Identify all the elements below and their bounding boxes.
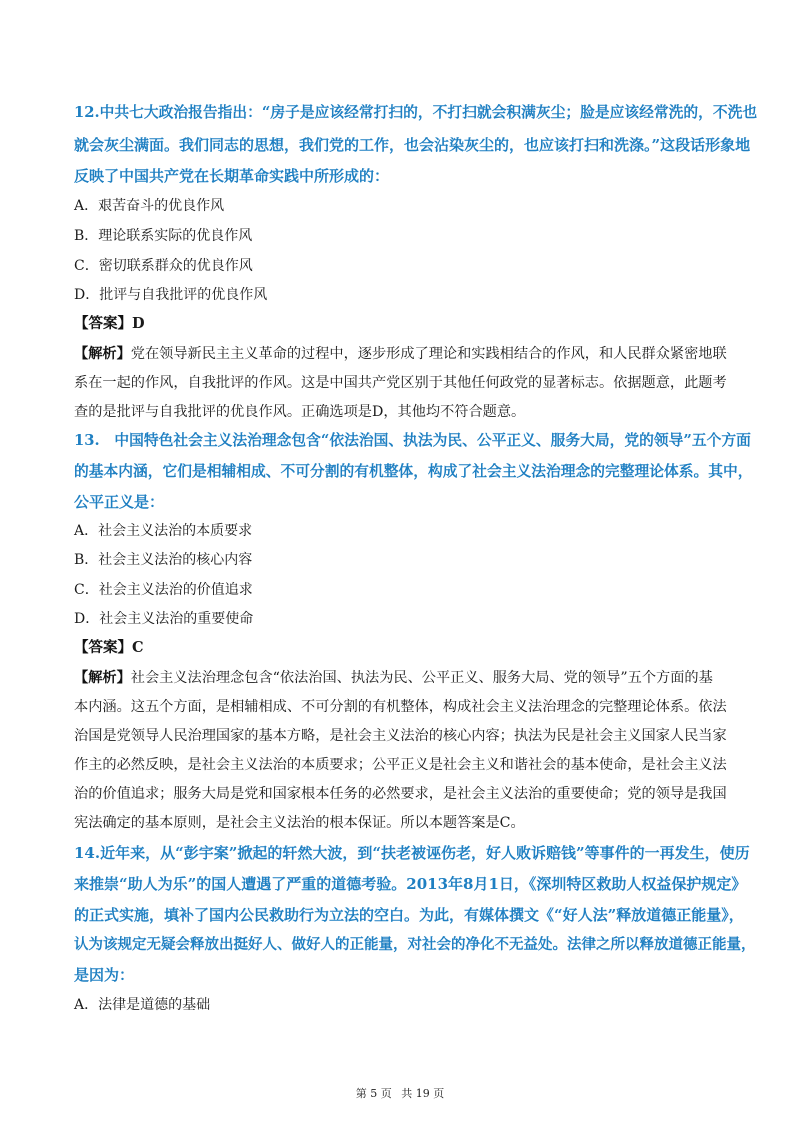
q12-stem-line-3: 反映了中国共产党在长期革命实践中所形成的：	[74, 167, 390, 185]
q12-answer	[74, 314, 145, 334]
page-number: 第 5 页	[355, 1087, 392, 1100]
q14-stem-line-2: 来推崇“助人为乐”的国人遭遇了严重的道德考验。2013年8月1日，《深圳特区救助人权益保护规定》	[74, 875, 747, 893]
q13-stem-line-1: 13. 中国特色社会主义法治理念包含“依法治国、执法为民、公平正义、服务大局，党的领导”五个方面	[74, 432, 751, 449]
analysis-text: 社会主义法治理念包含“依法治国、执法为民、公平正义、服务大局、党的领导”五个方面的基	[130, 670, 713, 686]
analysis-label: 【解析】	[74, 670, 131, 686]
analysis-text: 党在领导新民主主义革命的过程中，逐步形成了理论和实践相结合的作风，和人民群众紧密地联	[130, 346, 727, 362]
q12-stem-line-2: 就会灰尘满面。我们同志的思想，我们党的工作，也会沾染灰尘的，也应该打扫和洗涤。”这段话形象地	[74, 136, 751, 154]
q12-analysis-line-2: 系在一起的作风，自我批评的作风。这是中国共产党区别于其他任何政党的显著标志。依据题意，此题考	[74, 375, 727, 391]
page-footer	[0, 1085, 800, 1101]
q12-option-d: D．批评与自我批评的优良作风	[74, 287, 268, 303]
q13-stem-line-2: 的基本内涵，它们是相辅相成、不可分割的有机整体，构成了社会主义法治理念的完整理论体系。其中，	[74, 463, 753, 480]
q14-stem-line-4: 认为该规定无疑会释放出挺好人、做好人的正能量，对社会的净化不无益处。法律之所以释放道德正能量，	[74, 936, 756, 953]
q14-option-a: A．法律是道德的基础	[74, 997, 211, 1013]
q12-option-b: B．理论联系实际的优良作风	[74, 228, 253, 244]
q13-analysis-line-6: 宪法确定的基本原则，是社会主义法治的根本保证。所以本题答案是C。	[74, 815, 525, 831]
q13-analysis-line-3: 治国是党领导人民治理国家的基本方略，是社会主义法治的核心内容；执法为民是社会主义国家人民当家	[74, 728, 727, 744]
q13-analysis-line-2: 本内涵。这五个方面，是相辅相成、不可分割的有机整体，构成社会主义法治理念的完整理论体系。依法	[74, 699, 727, 715]
q12-option-c: C．密切联系群众的优良作风	[74, 258, 253, 274]
answer-value: D	[132, 315, 145, 332]
q13-option-c: C．社会主义法治的价值追求	[74, 582, 253, 598]
q12-analysis-line-3: 查的是批评与自我批评的优良作风。正确选项是D，其他均不符合题意。	[74, 404, 526, 420]
q13-option-b: B．社会主义法治的核心内容	[74, 552, 253, 568]
analysis-label: 【解析】	[74, 346, 131, 362]
q13-answer	[74, 638, 144, 658]
q14-stem-line-1: 14.近年来，从“彭宇案”掀起的轩然大波，到“扶老被诬伤老，好人败诉赔钱”等事件的一再发生，使历	[74, 844, 750, 862]
q13-option-d: D．社会主义法治的重要使命	[74, 611, 254, 627]
q12-option-a: A．艰苦奋斗的优良作风	[74, 198, 225, 214]
q12-stem-line-1: 12.中共七大政治报告指出：“房子是应该经常打扫的，不打扫就会积满灰尘；脸是应该经常洗的，不洗也	[74, 104, 758, 121]
answer-label: 【答案】	[74, 639, 132, 656]
answer-label: 【答案】	[74, 315, 132, 332]
q14-stem-line-3: 的正式实施，填补了国内公民救助行为立法的空白。为此，有媒体撰文《“好人法”释放道德正能量》，	[74, 906, 744, 924]
q13-analysis-line-4: 作主的必然反映，是社会主义法治的本质要求；公平正义是社会主义和谐社会的基本使命，是社会主义法	[74, 757, 727, 773]
q13-option-a: A．社会主义法治的本质要求	[74, 523, 253, 539]
q13-analysis-line-1	[74, 668, 713, 688]
q13-stem-line-3: 公平正义是：	[74, 493, 165, 511]
q14-stem-line-5: 是因为：	[74, 966, 135, 984]
q13-analysis-line-5: 治的价值追求；服务大局是党和国家根本任务的必然要求，是社会主义法治的重要使命；党的领导是我国	[74, 786, 727, 802]
page-total: 共 19 页	[401, 1087, 445, 1100]
answer-value: C	[132, 639, 144, 656]
q12-analysis-line-1	[74, 344, 727, 364]
